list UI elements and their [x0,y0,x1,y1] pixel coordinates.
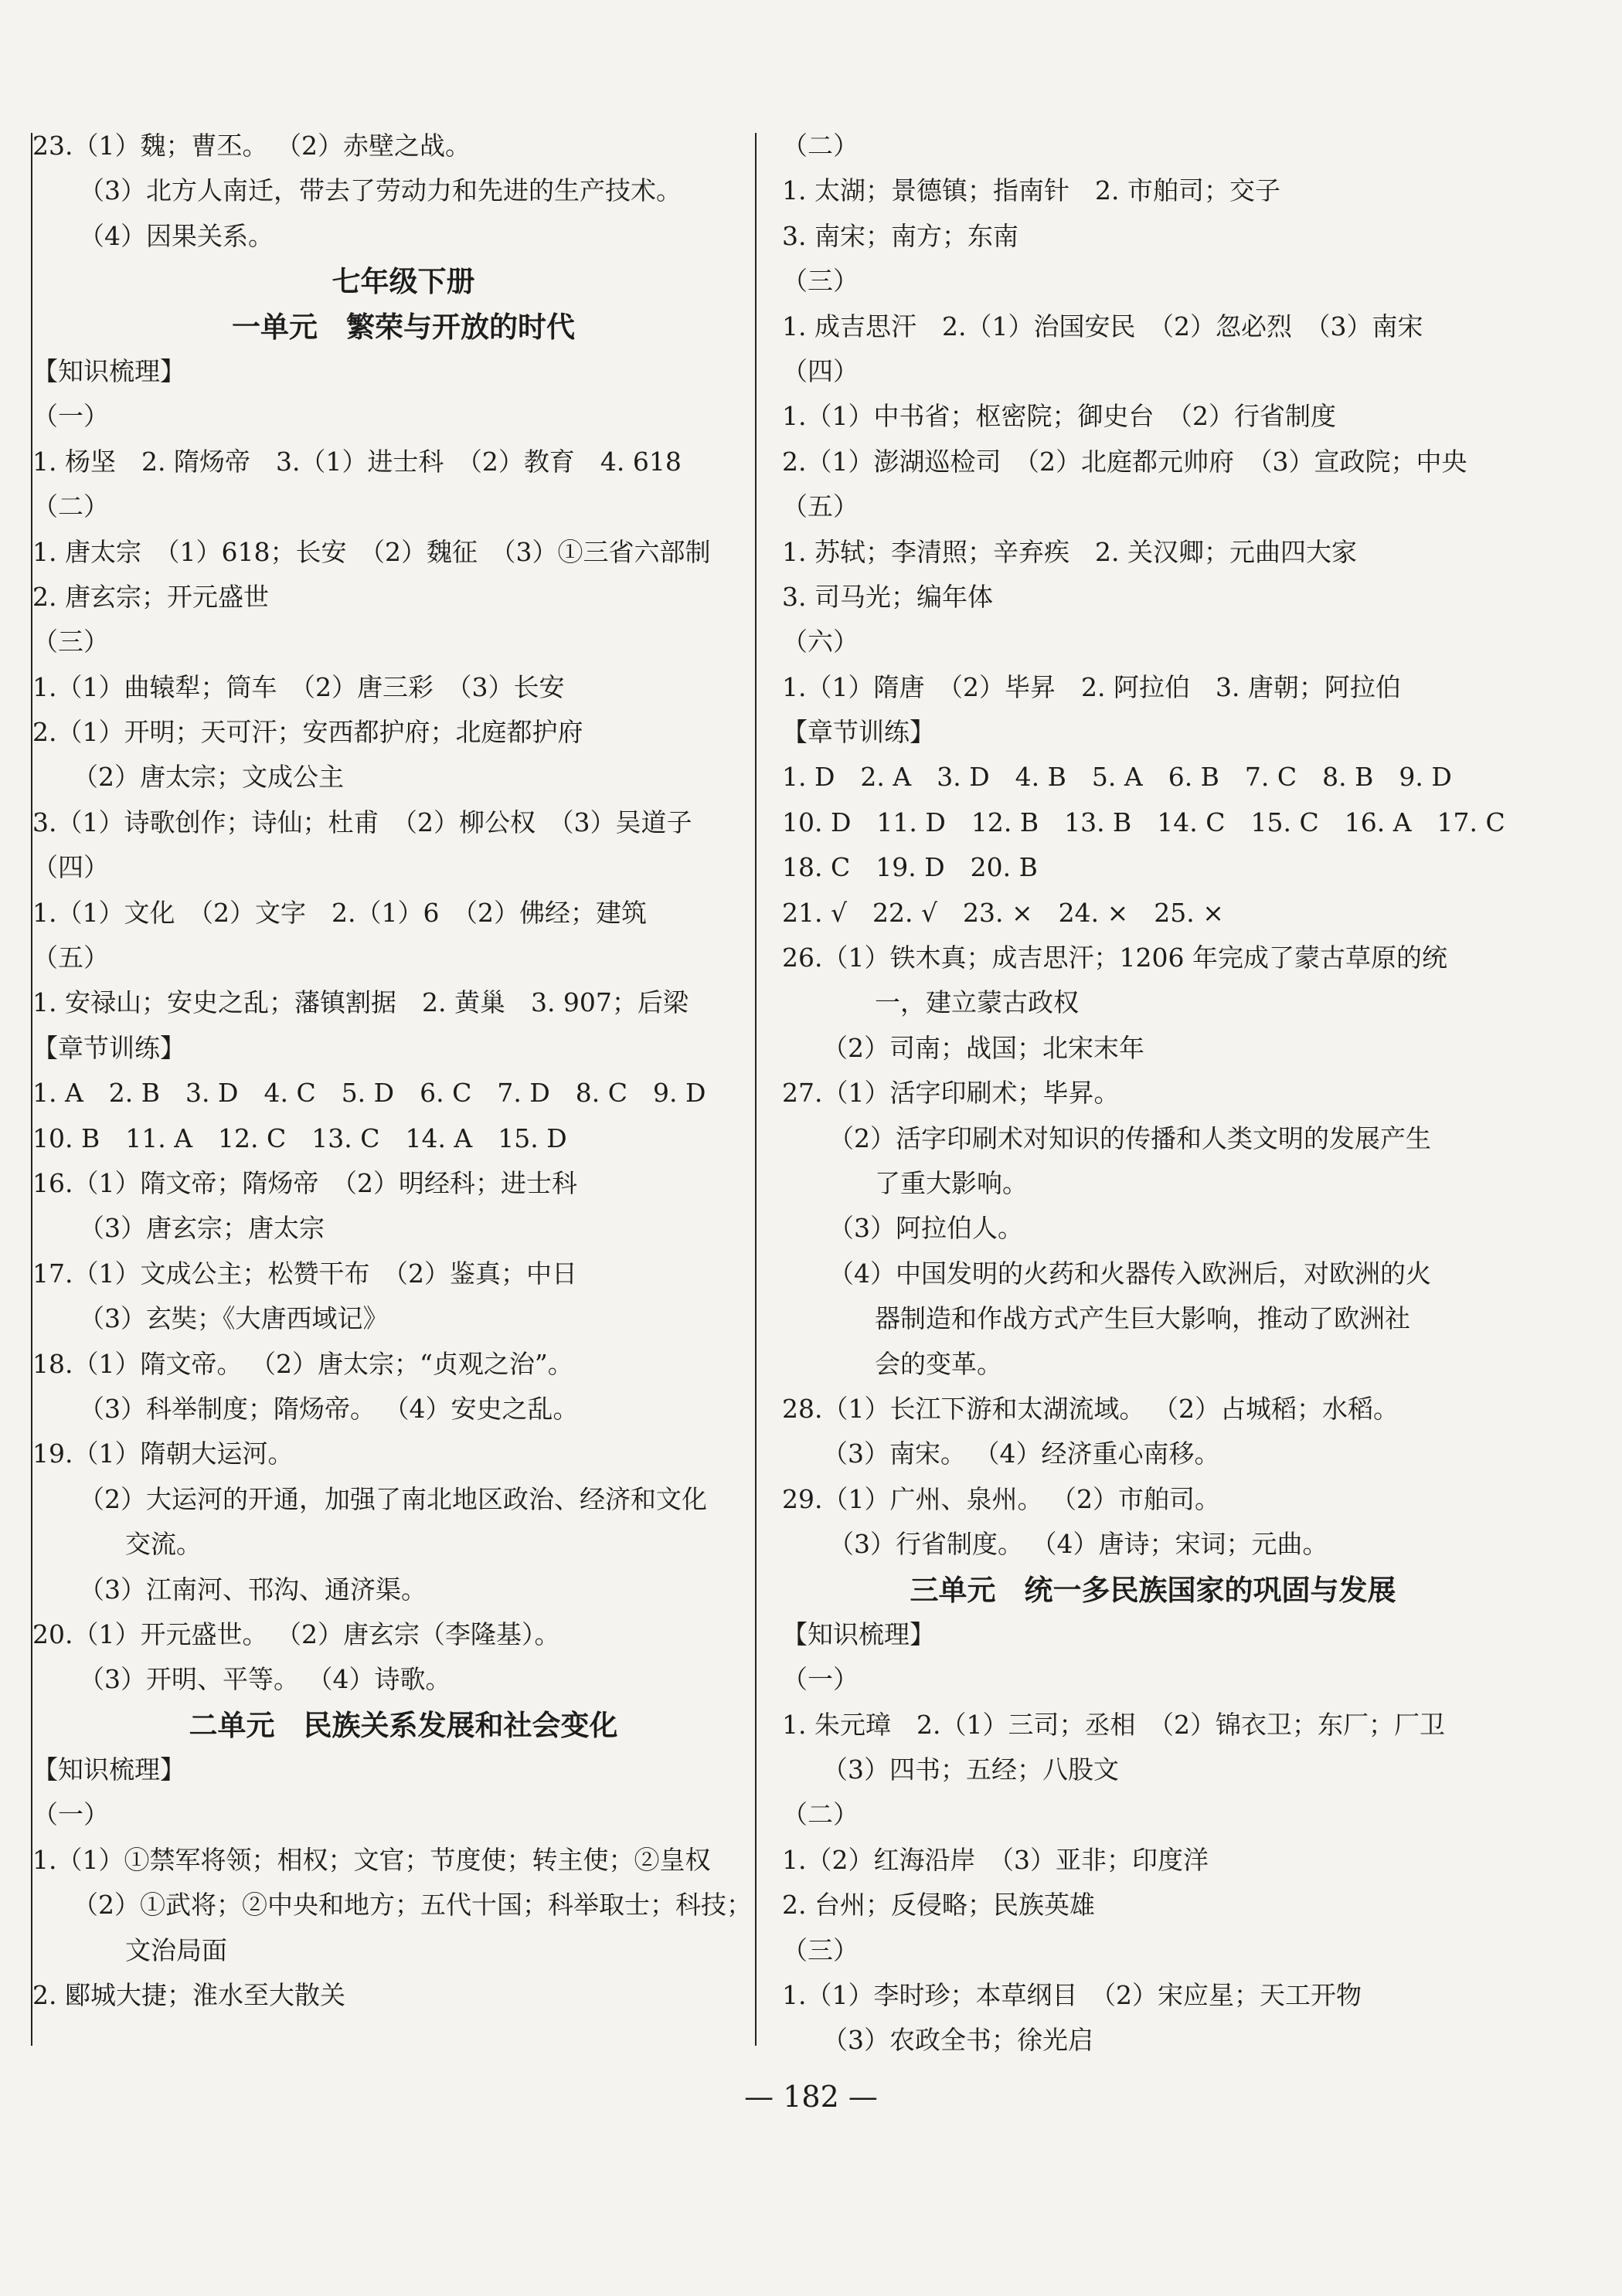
section-heading: 一单元 繁荣与开放的时代 [232,309,575,344]
answer-line: 26.（1）铁木真；成吉思汗；1206 年完成了蒙古草原的统 [782,943,1447,973]
answer-line: 1.（1）李时珍；本草纲目 （2）宋应星；天工开物 [782,1980,1362,2011]
answer-line: （五） [32,943,109,973]
answer-line: （五） [782,491,859,522]
answer-line: （一） [782,1664,859,1695]
answer-line: 23.（1）魏；曹丕。 （2）赤壁之战。 [32,131,471,161]
answer-line: 2. 郾城大捷；淮水至大散关 [32,1980,345,2011]
answer-line: （一） [32,401,109,432]
answer-line: 1. 安禄山；安史之乱；藩镇割据 2. 黄巢 3. 907；后梁 [32,987,689,1018]
answer-line: 1. 苏轼；李清照；辛弃疾 2. 关汉卿；元曲四大家 [782,536,1357,567]
left-column [32,124,774,2018]
answer-line: （2）①武将；②中央和地方；五代十国；科举取士；科技； [73,1890,752,1921]
answer-line: （2）司南；战国；北宋末年 [822,1032,1144,1063]
answer-line: 3.（1）诗歌创作；诗仙；杜甫 （2）柳公权 （3）吴道子 [32,807,692,837]
answer-line: 交流。 [125,1529,202,1560]
answer-line: （四） [32,852,109,883]
page-number: — 182 — [744,2080,878,2114]
answer-line: 1.（1）隋唐 （2）毕昇 2. 阿拉伯 3. 唐朝；阿拉伯 [782,671,1401,702]
answer-line: 19.（1）隋朝大运河。 [32,1438,294,1469]
answer-line: 21. √ 22. √ 23. × 24. × 25. × [782,897,1224,928]
answer-line: 了重大影响。 [875,1167,1028,1198]
answer-line: 2.（1）开明；天可汗；安西都护府；北庭都护府 [32,717,583,748]
answer-line: （三） [32,627,109,657]
answer-line: 18. C 19. D 20. B [782,852,1038,883]
answer-line: （4）因果关系。 [79,220,274,251]
answer-line: （3）农政全书；徐光启 [822,2025,1093,2056]
answer-line: 1. 杨坚 2. 隋炀帝 3.（1）进士科 （2）教育 4. 618 [32,446,682,477]
answer-line: （3）阿拉伯人。 [828,1213,1023,1244]
answer-line: 【知识梳理】 [782,1618,935,1649]
answer-line: 1. 朱元璋 2.（1）三司；丞相 （2）锦衣卫；东厂；厂卫 [782,1709,1445,1740]
answer-line: 【知识梳理】 [32,355,185,386]
answer-line: （六） [782,627,859,657]
answer-line: 1.（1）中书省；枢密院；御史台 （2）行省制度 [782,401,1336,432]
answer-line: 3. 南宋；南方；东南 [782,220,1018,251]
answer-line: 【知识梳理】 [32,1754,185,1785]
answer-line: （3）开明、平等。 （4）诗歌。 [79,1664,451,1695]
answer-line: 10. D 11. D 12. B 13. B 14. C 15. C 16. A 17. C [782,807,1505,837]
answer-line: 3. 司马光；编年体 [782,581,993,612]
answer-line: 1. 成吉思汗 2.（1）治国安民 （2）忽必烈 （3）南宋 [782,311,1423,341]
answer-line: 1.（1）曲辕犁；筒车 （2）唐三彩 （3）长安 [32,671,565,702]
answer-line: （3）南宋。 （4）经济重心南移。 [822,1438,1220,1469]
answer-line: （3）江南河、邗沟、通济渠。 [79,1574,427,1605]
answer-line: 器制造和作战方式产生巨大影响，推动了欧洲社 [875,1303,1410,1334]
answer-line: （4）中国发明的火药和火器传入欧洲后，对欧洲的火 [828,1258,1431,1289]
answer-line: 1.（2）红海沿岸 （3）亚非；印度洋 [782,1844,1209,1875]
section-heading: 二单元 民族关系发展和社会变化 [189,1707,618,1742]
answer-line: 一，建立蒙古政权 [875,987,1079,1018]
answer-line: （3）科举制度；隋炀帝。 （4）安史之乱。 [79,1393,579,1424]
answer-line: 1. A 2. B 3. D 4. C 5. D 6. C 7. D 8. C 9. D [32,1078,706,1109]
answer-line: （二） [782,131,859,161]
section-heading: 七年级下册 [332,264,475,299]
answer-line: 2.（1）澎湖巡检司 （2）北庭都元帅府 （3）宣政院；中央 [782,446,1467,477]
answer-line: 16.（1）隋文帝；隋炀帝 （2）明经科；进士科 [32,1167,577,1198]
answer-line: 【章节训练】 [32,1032,185,1063]
answer-line: 1. D 2. A 3. D 4. B 5. A 6. B 7. C 8. B 9. D [782,762,1452,793]
answer-line: 18.（1）隋文帝。 （2）唐太宗；“贞观之治”。 [32,1348,573,1379]
answer-line: （一） [32,1799,109,1830]
answer-line: （三） [782,1934,859,1965]
answer-line: 1.（1）①禁军将领；相权；文官；节度使；转主使；②皇权 [32,1844,711,1875]
answer-line: （2）唐太宗；文成公主 [73,762,344,793]
answer-line: 10. B 11. A 12. C 13. C 14. A 15. D [32,1123,567,1153]
answer-line: （3）唐玄宗；唐太宗 [79,1213,325,1244]
answer-line: （3）行省制度。 （4）唐诗；宋词；元曲。 [828,1529,1328,1560]
answer-line: （二） [32,491,109,522]
answer-line: （3）四书；五经；八股文 [822,1754,1119,1785]
section-heading: 三单元 统一多民族国家的巩固与发展 [910,1572,1396,1607]
answer-line: 2. 唐玄宗；开元盛世 [32,581,269,612]
answer-line: 2. 台州；反侵略；民族英雄 [782,1890,1095,1921]
answer-line: （四） [782,355,859,386]
answer-line: 29.（1）广州、泉州。 （2）市舶司。 [782,1483,1220,1514]
answer-line: （2）活字印刷术对知识的传播和人类文明的发展产生 [828,1123,1431,1153]
right-column [782,124,1524,2063]
answer-line: 会的变革。 [875,1348,1002,1379]
answer-line: 17.（1）文成公主；松赞干布 （2）鉴真；中日 [32,1258,577,1289]
answer-line: （2）大运河的开通，加强了南北地区政治、经济和文化 [79,1483,707,1514]
answer-line: 1. 太湖；景德镇；指南针 2. 市舶司；交子 [782,175,1280,206]
answer-line: 【章节训练】 [782,717,935,748]
answer-line: （三） [782,266,859,297]
answer-line: 27.（1）活字印刷术；毕昇。 [782,1078,1120,1109]
answer-line: （3）北方人南迁，带去了劳动力和先进的生产技术。 [79,175,682,206]
answer-line: 文治局面 [125,1934,227,1965]
answer-line: （3）玄奘；《大唐西域记》 [79,1303,389,1334]
answer-line: 1.（1）文化 （2）文字 2.（1）6 （2）佛经；建筑 [32,897,647,928]
answer-line: 1. 唐太宗 （1）618；长安 （2）魏征 （3）①三省六部制 [32,536,711,567]
answer-line: 28.（1）长江下游和太湖流域。 （2）占城稻；水稻。 [782,1393,1399,1424]
answer-line: 20.（1）开元盛世。 （2）唐玄宗（李隆基）。 [32,1618,560,1649]
answer-line: （二） [782,1799,859,1830]
